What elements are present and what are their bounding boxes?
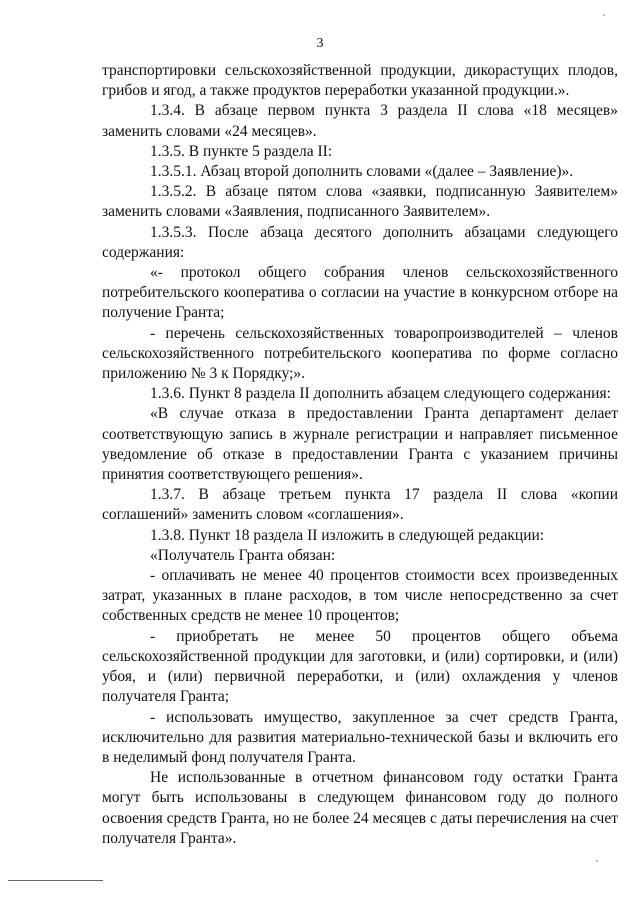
bottom-divider [8,880,103,881]
scan-speck [603,14,605,16]
paragraph: 1.3.5. В пункте 5 раздела II: [150,142,333,160]
paragraph: 1.3.5.1. Абзац второй дополнить словами «(далее – Заявление)». [150,163,574,181]
paragraph: - использовать имущество, закупленное за счет средств Гранта, исключительно для развития материально-технической базы и включить его в неделимый фонд получателя Гранта. [102,708,618,766]
paragraph: «- протокол общего собрания членов сельскохозяйственного потребительского кооператива о согласии на участие в конкурсном отборе на получение Гранта; [102,264,618,322]
paragraph: 1.3.5.3. После абзаца десятого дополнить абзацами следующего содержания: [102,223,618,261]
paragraph: «В случае отказа в предоставлении Гранта департамент делает соответствующую запись в журнале регистрации и направляет письменное уведомление об отказе в предоставлении Гранта с указанием причины принятия соответствующего решения». [102,405,618,484]
page-number: 3 [316,36,324,51]
paragraph: 1.3.8. Пункт 18 раздела II изложить в следующей редакции: [150,526,545,544]
paragraph: 1.3.5.2. В абзаце пятом слова «заявки, подписанную Заявителем» заменить словами «Заявления, подписанного Заявителем». [102,183,618,221]
paragraph: 1.3.4. В абзаце первом пункта 3 раздела II слова «18 месяцев» заменить словами «24 месяцев». [102,102,618,140]
paragraph: 1.3.6. Пункт 8 раздела II дополнить абзацем следующего содержания: [150,385,611,403]
scan-speck [596,860,598,862]
document-body [102,61,618,849]
paragraph: Не использованные в отчетном финансовом году остатки Гранта могут быть использованы в следующем финансовом году до полного освоения средств Гранта, но не более 24 месяцев с даты перечисления на счет получателя Гранта». [102,769,618,847]
paragraph: 1.3.7. В абзаце третьем пункта 17 раздела II слова «копии соглашений» заменить словом «соглашения». [102,486,618,524]
paragraph: «Получатель Гранта обязан: [150,546,336,564]
paragraph: транспортировки сельскохозяйственной продукции, дикорастущих плодов, грибов и ягод, а также продуктов переработки указанной продукции.». [102,62,618,100]
paragraph: - приобретать не менее 50 процентов общего объема сельскохозяйственной продукции для заготовки, и (или) сортировки, и (или) убоя, и (или) первичной переработки, и (или) охлаждения у членов получателя Гранта; [102,627,618,706]
paragraph: - перечень сельскохозяйственных товаропроизводителей – членов сельскохозяйственного потребительского кооператива по форме согласно приложению № 3 к Порядку;». [102,324,618,383]
paragraph: - оплачивать не менее 40 процентов стоимости всех произведенных затрат, указанных в плане расходов, в том числе непосредственно за счет собственных средств не менее 10 процентов; [102,567,618,625]
